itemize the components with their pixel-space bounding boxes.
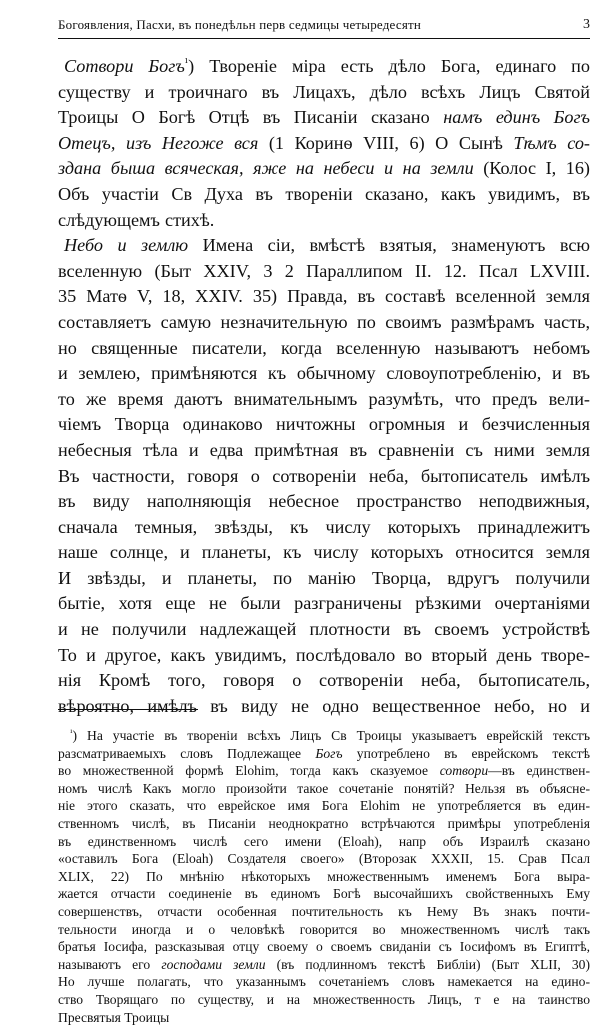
italic-text: сотвори xyxy=(439,763,489,779)
text-line xyxy=(58,617,590,643)
text-line xyxy=(58,591,590,617)
text-segment: въ единственномъ числѣ сего имени (Eloah), напр объ Израилѣ сказано xyxy=(58,833,590,849)
text-line xyxy=(58,540,590,566)
text-segment: бытiе, хотя еще не были разграничены рѣзкими очертанiями xyxy=(58,593,590,614)
text-segment: то же время даютъ внимательнымъ разумѣть, что предъ вели- xyxy=(58,388,590,409)
italic-text: здана быша всяческая, яже на небеси и на земли xyxy=(58,158,474,179)
text-segment: вселенную (Быт XXIV, 3 2 Параллипом II. 12. Псал LXVIII. xyxy=(58,260,590,281)
text-segment: Объ участiи Св Духа въ творенiи сказано, какъ увидимъ, въ xyxy=(58,183,590,204)
italic-text: Небо и землю xyxy=(64,235,189,256)
text-segment: вѣроятно, имѣлъ въ виду не одно вещественное небо, но и xyxy=(58,695,590,716)
footnote-line xyxy=(58,991,590,1009)
text-segment: слѣдующемъ стихѣ. xyxy=(58,209,215,230)
text-line xyxy=(58,310,590,336)
text-segment: —въ единствен- xyxy=(488,763,590,779)
text-segment: ство Творящаго по существу, и на множественность Лицъ, т е на таинство xyxy=(58,991,590,1007)
text-line xyxy=(58,336,590,362)
footnote-line xyxy=(58,850,590,868)
footnote-marker: ¹ xyxy=(70,727,73,738)
text-segment: и землею, примѣняются къ обычному словоупотребленiю, и въ xyxy=(58,363,590,384)
text-line xyxy=(58,208,590,234)
text-segment: 35 Матѳ V, 18, XXIV. 35) Правда, въ составѣ вселенной земля xyxy=(58,286,590,307)
text-segment: существу и троичнаго въ Лицахъ, дѣло всѣхъ Лицъ Святой xyxy=(58,81,590,102)
footnote-line xyxy=(58,885,590,903)
text-segment: чiемъ Творца одинаково ничтожны огромныя и безчисленныя xyxy=(58,414,590,435)
text-line xyxy=(58,361,590,387)
text-line xyxy=(58,54,590,80)
text-segment: ) Творенiе мiра есть дѣло Бога, единаго по xyxy=(188,56,590,76)
text-segment: сначала темныя, звѣзды, къ числу которыхъ принадлежитъ xyxy=(58,516,590,537)
text-segment: нiе этого сказать, что еврейское имя Бога Elohim не употребляется въ един- xyxy=(58,798,590,814)
text-line xyxy=(58,515,590,541)
page-header xyxy=(58,12,590,39)
footnote-line xyxy=(58,780,590,798)
text-segment: (Колос I, 16) xyxy=(473,158,590,179)
text-segment: и не получили надлежащей плотности въ своемъ устройствѣ xyxy=(58,619,590,640)
text-line xyxy=(58,412,590,438)
text-segment: совершенствъ, отчасти особенная почтительность къ Нему Въ знакъ почти- xyxy=(58,903,590,919)
text-line xyxy=(58,489,590,515)
text-segment: составляетъ самую незначительную по своимъ размѣрамъ часть, xyxy=(58,311,590,332)
text-line xyxy=(58,156,590,182)
text-segment: небесныя тѣла и едва примѣтная въ сравненiи съ ними земля xyxy=(58,439,590,460)
italic-text: Богъ xyxy=(315,745,343,761)
text-line xyxy=(58,284,590,310)
footnote-line xyxy=(58,762,590,780)
footnote-line xyxy=(58,833,590,851)
text-segment: тельности иногда и о человѣкѣ говорится во множественномъ числѣ такъ xyxy=(58,921,590,937)
text-segment: наше солнце, и планеты, къ числу которыхъ относится земля xyxy=(58,542,590,563)
text-segment: но священные писатели, когда вселенную называютъ небомъ xyxy=(58,337,590,358)
footnote-line xyxy=(58,815,590,833)
text-segment: Но лучше полагать, что указаннымъ сочетанiемъ словъ намекается на едино- xyxy=(58,974,590,990)
footnote xyxy=(58,727,590,1026)
footnote-marker: ¹ xyxy=(184,56,189,69)
italic-text: Сотвори Богъ xyxy=(64,56,185,76)
footnote-line xyxy=(58,797,590,815)
text-segment: ственномъ числѣ, въ Писанiи неоднократно встрѣчаются примѣры употребленiя xyxy=(58,815,590,831)
text-segment: Имена сiи, вмѣстѣ взятыя, знаменуютъ всю xyxy=(188,235,590,256)
italic-text: намъ единъ Богъ xyxy=(443,107,590,128)
footnote-line xyxy=(58,868,590,886)
text-line xyxy=(58,80,590,106)
text-line xyxy=(58,438,590,464)
text-segment: Троицы О Богѣ Отцѣ въ Писанiи сказано xyxy=(58,107,444,128)
text-segment: «оставилъ Бога (Eloah) Создателя своего» (Второзак XXXII, 15. Срав Псал xyxy=(58,851,590,867)
text-segment: называютъ его xyxy=(58,956,162,972)
text-line xyxy=(58,668,590,694)
text-segment: Въ частности, говоря о сотворенiи неба, бытописатель имѣлъ xyxy=(58,465,590,486)
footnote-divider xyxy=(58,709,198,710)
text-segment: ) На участiе въ творенiи всѣхъ Лицъ Св Троицы указываетъ еврейскiй текстъ xyxy=(72,728,590,743)
text-segment: во множественной формѣ Elohim, тогда какъ сказуемое xyxy=(58,763,440,779)
text-segment: (1 Коринѳ VIII, 6) О Сынѣ xyxy=(258,132,514,153)
text-segment: То и другое, какъ увидимъ, послѣдовало во вторый день творе- xyxy=(58,644,590,665)
footnote-line xyxy=(58,938,590,956)
text-segment: XLIX, 22) По мнѣнiю нѣкоторыхъ множественнымъ именемъ Бога выра- xyxy=(58,868,590,884)
text-segment: (въ подлинномъ текстѣ Библiи) (Быт XLII, 30) xyxy=(265,956,590,972)
text-line xyxy=(58,259,590,285)
text-line xyxy=(58,233,590,259)
text-line xyxy=(58,643,590,669)
italic-text: Тѣмъ со- xyxy=(513,132,590,153)
page-number: 3 xyxy=(583,17,590,32)
footnote-line xyxy=(58,973,590,991)
running-head: Богоявления, Пасхи, въ понедѣльн перв седмицы четыредесятн xyxy=(58,17,422,32)
text-segment: Пресвятыя Троицы xyxy=(58,1009,170,1025)
text-segment: жается отчасти соединенiе въ единомъ Богѣ высочайшихъ свойственныхъ Ему xyxy=(58,886,590,902)
text-segment: братья Iосифа, разсказывая отцу своему о своемъ свиданiи съ Iосифомъ въ Египтѣ, xyxy=(58,939,590,955)
italic-text: Отецъ, изъ Негоже вся xyxy=(58,132,259,153)
footnote-line xyxy=(58,956,590,974)
text-segment: И звѣзды, и планеты, по манiю Творца, вдругъ получили xyxy=(58,567,590,588)
italic-text: господами земли xyxy=(161,956,266,972)
text-line xyxy=(58,464,590,490)
text-segment: номъ числѣ Какъ могло произойти такое сочетанiе понятiй? Нельзя въ объясне- xyxy=(58,780,590,796)
text-segment: нiя Кромѣ того, говоря о сотворенiи неба, бытописатель, xyxy=(58,670,590,691)
text-line xyxy=(58,182,590,208)
text-segment: употреблено въ еврейскомъ текстѣ xyxy=(342,745,590,761)
text-line xyxy=(58,387,590,413)
text-segment: разсматриваемыхъ словъ Подлежащее xyxy=(58,745,316,761)
footnote-line xyxy=(58,745,590,763)
footnote-line xyxy=(58,921,590,939)
text-segment: въ виду наполняющiя небесное пространство неподвижныя, xyxy=(58,491,590,512)
text-line xyxy=(58,566,590,592)
text-line xyxy=(58,105,590,131)
main-text xyxy=(58,54,590,719)
footnote-line xyxy=(58,1009,590,1027)
text-line xyxy=(58,694,590,720)
footnote-line xyxy=(58,903,590,921)
text-line xyxy=(58,131,590,157)
footnote-line xyxy=(58,727,590,745)
